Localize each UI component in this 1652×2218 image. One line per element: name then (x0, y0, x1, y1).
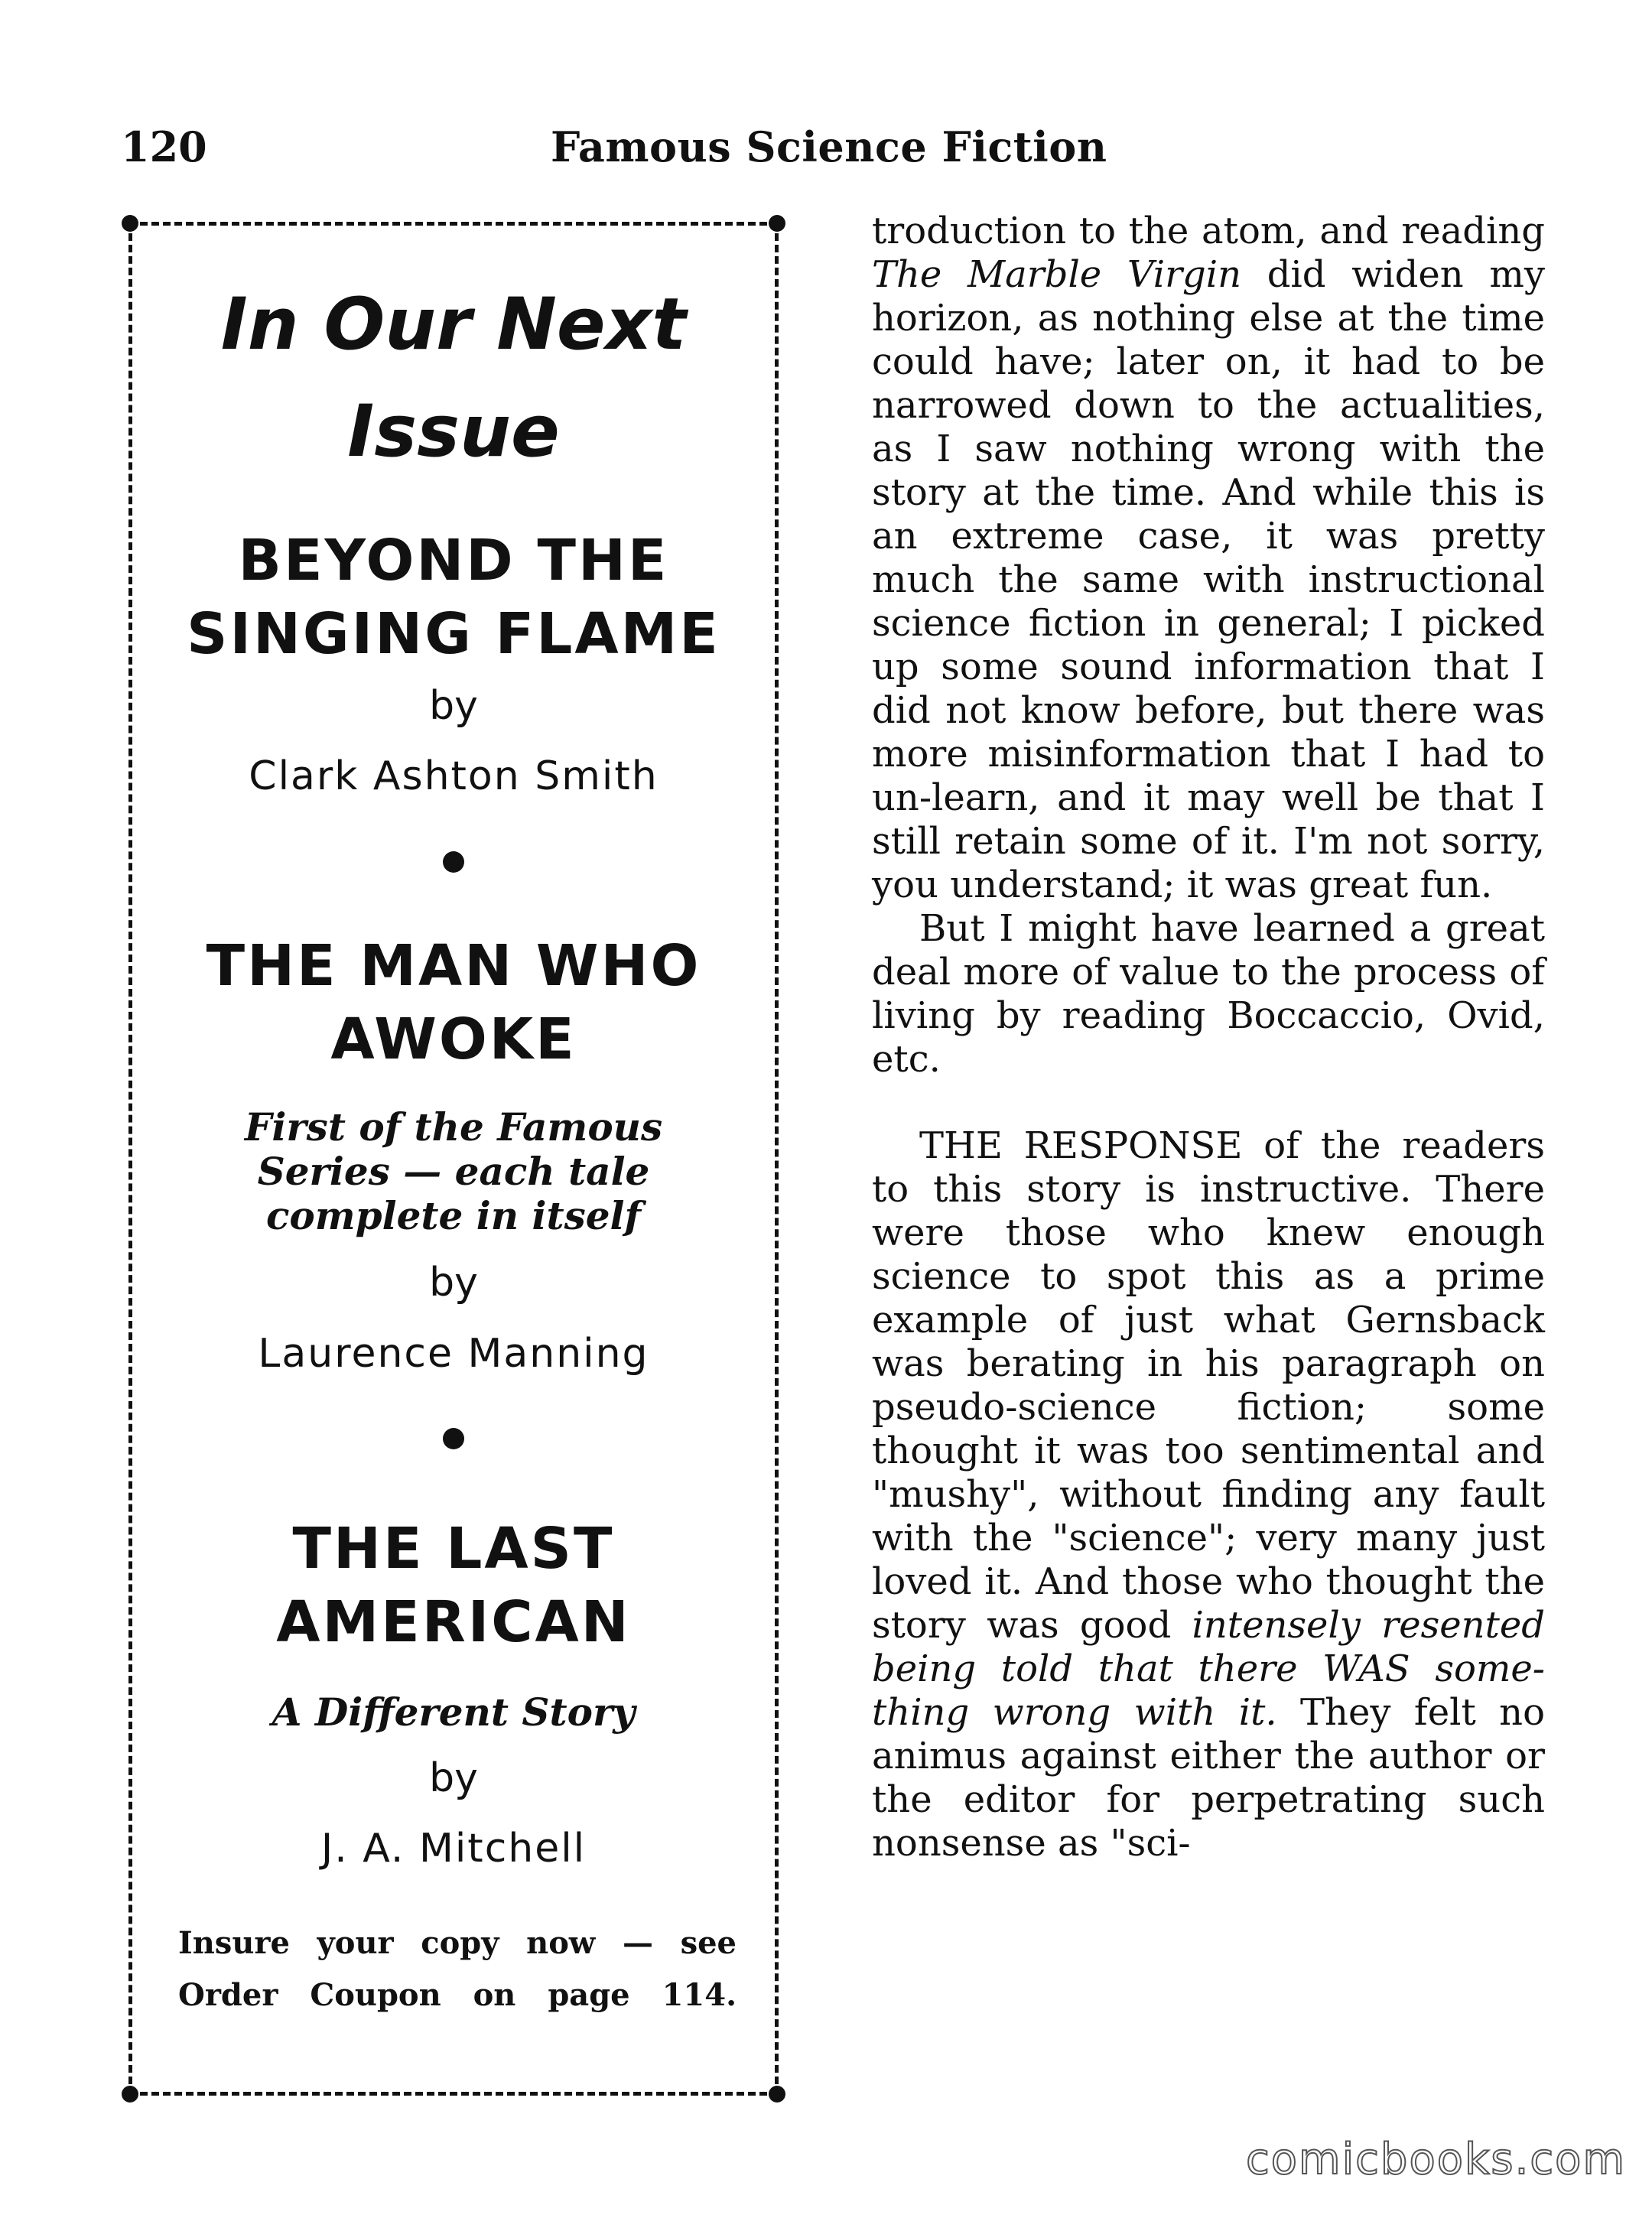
story-title-line: SINGING FLAME (187, 601, 720, 667)
story-title-line: THE LAST (292, 1516, 615, 1582)
running-title: Famous Science Fiction (551, 122, 1107, 171)
bullet-separator (443, 1428, 464, 1449)
story-subtitle (132, 1690, 775, 1735)
text-run: did widen my horizon, as nothing else at the time could have; later on, it had to be narrowed down to the actualities, as I saw nothing wrong with the story at the time. And while this is an extreme case, it was pretty much the same with instructional science fiction in general; I picked up some sound information that I did not know before, but there was more misinformation that I had to un-learn, and it may well be that I still retain some of it. I'm not sorry, you understand; it was great fun. (872, 253, 1545, 906)
article-paragraph (872, 210, 1545, 907)
story-subtitle-line: Series — each tale (257, 1149, 650, 1194)
order-note-line: Insure your copy now — see (178, 1925, 737, 1961)
text-run: troduction to the atom, and reading (872, 210, 1545, 252)
corner-ornament (122, 2086, 138, 2103)
ad-heading (132, 272, 775, 486)
text-run: They felt no animus against either the author or the editor for perpetrating such nonsense as "sci- (872, 1691, 1545, 1865)
author-name: Clark Ashton Smith (249, 753, 659, 799)
article-paragraph (872, 1124, 1545, 1865)
text-run: THE RESPONSE of the readers to this story is instructive. There were those who knew enough science to spot this as a prime example of just what Gernsback was berating in his paragraph on pseudo-science fiction; some thought it was too sentimental and "mushy", without finding any fault with the "science"; very many just loved it. And those who thought the story was good (872, 1124, 1545, 1647)
story-subtitle (132, 1105, 775, 1238)
site-watermark: comicbooks.com (1245, 2135, 1626, 2184)
story-title-line: BEYOND THE (238, 528, 669, 594)
corner-ornament (769, 2086, 785, 2103)
article-paragraph: But I might have learned a great deal more of value to the process of living by reading Boccaccio, Ovid, etc. (872, 907, 1545, 1081)
story-title-line: AMERICAN (276, 1589, 631, 1655)
bullet-separator (443, 851, 464, 873)
corner-ornament (769, 215, 785, 232)
story-title-line: THE MAN WHO (206, 933, 701, 999)
order-coupon-note (178, 1917, 737, 2021)
story-title-the-last-american (132, 1512, 775, 1659)
story-title-the-man-who-awoke (132, 929, 775, 1076)
byline: by (429, 1260, 478, 1306)
author-name: J. A. Mitchell (320, 1826, 587, 1872)
emphasis: intensely resented being told that there WAS something wrong with it. (872, 1604, 1545, 1734)
book-title: The Marble Virgin (872, 253, 1242, 296)
byline: by (429, 1755, 478, 1801)
ad-heading-line: Issue (347, 390, 560, 473)
ad-heading-line: In Our Next (220, 283, 687, 366)
story-subtitle-line: First of the Famous (244, 1104, 663, 1150)
page-header (0, 122, 1652, 184)
author-name: Laurence Manning (258, 1331, 649, 1377)
next-issue-advertisement (128, 222, 779, 2096)
byline: by (429, 683, 478, 729)
order-note-line: Order Coupon on page 114. (178, 1977, 737, 2013)
article-column (872, 210, 1545, 1865)
page-number: 120 (121, 122, 207, 171)
story-title-beyond-the-singing-flame (132, 524, 775, 671)
story-subtitle-line: complete in itself (265, 1193, 642, 1238)
story-subtitle-line: A Different Story (272, 1690, 636, 1735)
corner-ornament (122, 215, 138, 232)
story-title-line: AWOKE (330, 1007, 577, 1072)
